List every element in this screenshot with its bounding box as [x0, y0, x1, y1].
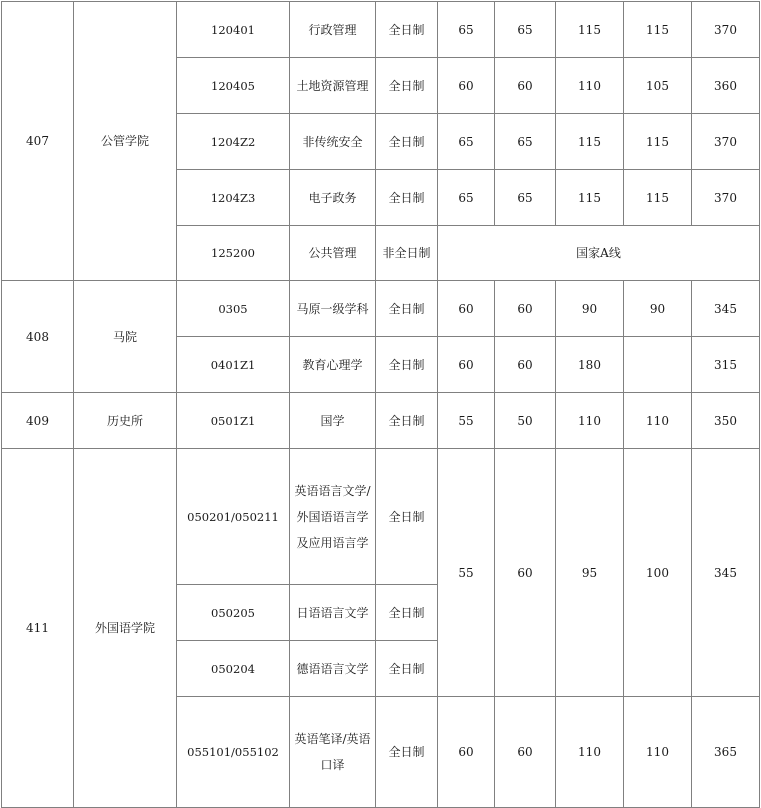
score-cell: 60 [438, 337, 495, 393]
score-cell: 180 [556, 337, 624, 393]
table-row [2, 281, 760, 337]
score-cell: 110 [556, 697, 624, 808]
score-cell: 115 [556, 170, 624, 226]
total-score-cell: 370 [692, 170, 760, 226]
score-cell [624, 337, 692, 393]
study-mode-cell: 非全日制 [376, 226, 438, 281]
score-cell: 60 [495, 697, 556, 808]
total-score-cell: 370 [692, 2, 760, 58]
study-mode-cell: 全日制 [376, 585, 438, 641]
score-cell: 60 [495, 281, 556, 337]
major-name-cell: 国学 [290, 393, 376, 449]
score-cell: 65 [495, 170, 556, 226]
study-mode-cell: 全日制 [376, 393, 438, 449]
score-cell: 65 [495, 2, 556, 58]
score-cell: 115 [624, 2, 692, 58]
major-name-cell: 教育心理学 [290, 337, 376, 393]
major-name-cell: 英语语言文学/外国语语言学及应用语言学 [290, 449, 376, 585]
score-cell: 105 [624, 58, 692, 114]
major-name-cell: 德语语言文学 [290, 641, 376, 697]
score-cell: 110 [624, 697, 692, 808]
major-name-cell: 非传统安全 [290, 114, 376, 170]
study-mode-cell: 全日制 [376, 2, 438, 58]
major-code-cell: 0501Z1 [177, 393, 290, 449]
score-cell: 115 [624, 114, 692, 170]
dept-name-cell: 外国语学院 [74, 449, 177, 808]
table-row [2, 449, 760, 585]
dept-id-cell: 411 [2, 449, 74, 808]
major-name-cell: 马原一级学科 [290, 281, 376, 337]
score-cell: 110 [556, 58, 624, 114]
major-name-cell: 电子政务 [290, 170, 376, 226]
total-score-cell: 370 [692, 114, 760, 170]
score-cell: 90 [556, 281, 624, 337]
total-score-cell: 345 [692, 281, 760, 337]
score-table [1, 1, 760, 808]
study-mode-cell: 全日制 [376, 58, 438, 114]
major-name-cell: 行政管理 [290, 2, 376, 58]
score-cell: 90 [624, 281, 692, 337]
score-cell: 110 [556, 393, 624, 449]
study-mode-cell: 全日制 [376, 641, 438, 697]
score-cell: 115 [556, 114, 624, 170]
score-cell: 60 [495, 337, 556, 393]
score-cell: 60 [438, 281, 495, 337]
score-cell: 95 [556, 449, 624, 697]
major-code-cell: 055101/055102 [177, 697, 290, 808]
score-cell: 55 [438, 393, 495, 449]
study-mode-cell: 全日制 [376, 281, 438, 337]
major-code-cell: 1204Z3 [177, 170, 290, 226]
total-score-cell: 315 [692, 337, 760, 393]
score-cell: 65 [495, 114, 556, 170]
score-cell: 55 [438, 449, 495, 697]
study-mode-cell: 全日制 [376, 170, 438, 226]
dept-id-cell: 407 [2, 2, 74, 281]
dept-name-cell: 马院 [74, 281, 177, 393]
major-name-cell: 英语笔译/英语口译 [290, 697, 376, 808]
major-code-cell: 120405 [177, 58, 290, 114]
study-mode-cell: 全日制 [376, 114, 438, 170]
dept-id-cell: 408 [2, 281, 74, 393]
score-cell: 50 [495, 393, 556, 449]
major-code-cell: 1204Z2 [177, 114, 290, 170]
major-name-cell: 土地资源管理 [290, 58, 376, 114]
study-mode-cell: 全日制 [376, 697, 438, 808]
study-mode-cell: 全日制 [376, 337, 438, 393]
total-score-cell: 365 [692, 697, 760, 808]
dept-name-cell: 历史所 [74, 393, 177, 449]
score-cell: 100 [624, 449, 692, 697]
score-cell: 115 [624, 170, 692, 226]
score-cell: 115 [556, 2, 624, 58]
dept-id-cell: 409 [2, 393, 74, 449]
score-cell: 110 [624, 393, 692, 449]
score-cell: 60 [438, 58, 495, 114]
major-code-cell: 120401 [177, 2, 290, 58]
major-name-cell: 日语语言文学 [290, 585, 376, 641]
major-code-cell: 0401Z1 [177, 337, 290, 393]
score-cell: 60 [495, 449, 556, 697]
score-cell: 60 [438, 697, 495, 808]
major-code-cell: 125200 [177, 226, 290, 281]
national-line-note: 国家A线 [438, 226, 760, 281]
total-score-cell: 345 [692, 449, 760, 697]
table-row [2, 2, 760, 58]
major-code-cell: 050201/050211 [177, 449, 290, 585]
dept-name-cell: 公管学院 [74, 2, 177, 281]
total-score-cell: 360 [692, 58, 760, 114]
study-mode-cell: 全日制 [376, 449, 438, 585]
table-row [2, 393, 760, 449]
major-code-cell: 0305 [177, 281, 290, 337]
score-cell: 65 [438, 114, 495, 170]
score-cell: 65 [438, 2, 495, 58]
major-code-cell: 050204 [177, 641, 290, 697]
major-name-cell: 公共管理 [290, 226, 376, 281]
major-code-cell: 050205 [177, 585, 290, 641]
score-cell: 60 [495, 58, 556, 114]
total-score-cell: 350 [692, 393, 760, 449]
score-cell: 65 [438, 170, 495, 226]
